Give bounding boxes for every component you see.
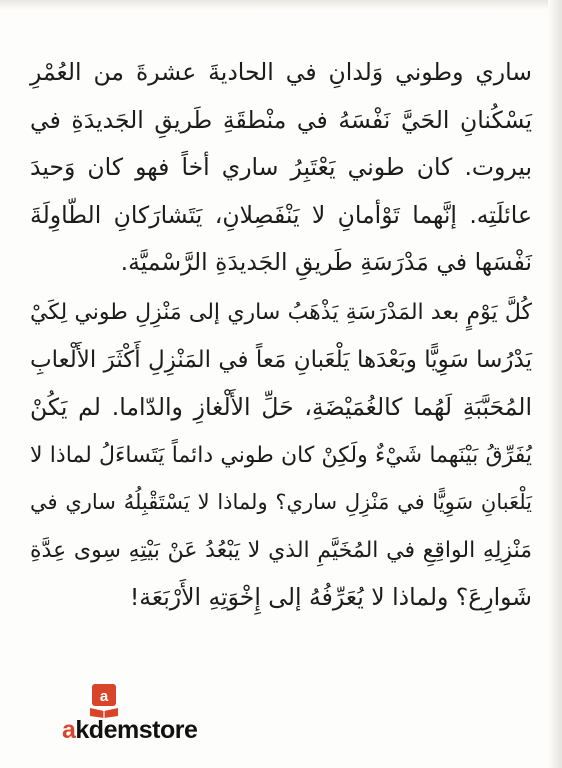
book-icon xyxy=(89,684,119,718)
paragraph-2 xyxy=(30,289,532,622)
paragraph-1 xyxy=(30,49,532,287)
brand-rest: kdemstore xyxy=(75,716,198,744)
text-line: يُفَرِّقُ بَيْنَهما شَيْءٌ ولَكِنْ كان طوني دائماً يَتَساءَلُ لماذا لا xyxy=(30,442,532,468)
text-line: شَوارِعَ؟ ولماذا لا يُعَرِّفُهُ إلى إِخْوَتِهِ الأَرْبَعَة! xyxy=(129,583,532,611)
page-top-shadow xyxy=(0,0,562,10)
text-line: كُلَّ يَوْمٍ بعد المَدْرَسَةِ يَذْهَبُ ساري إلى مَنْزِلِ طوني لِكَيْ xyxy=(30,300,532,325)
text-line: المُحَبَّبَةِ لَهُما كالغُمَيْضَةِ، حَلِّ الأَلْغازِ والدّاما. لم يَكُنْ xyxy=(30,393,532,421)
text-line: يَدْرُسا سَوِيًّا وبَعْدَها يَلْعَبانِ مَعاً في المَنْزِلِ أَكْثَرَ الأَلْعابِ xyxy=(30,346,532,373)
text-line: ساري وطوني وَلدانِ في الحاديةَ عشرةَ من العُمْرِ xyxy=(30,58,532,86)
store-logo xyxy=(62,684,262,754)
text-line: مَنْزِلِهِ الواقِعِ في المُخَيَّمِ الذي لا يَبْعُدُ عَنْ بَيْتِهِ سِوى عِدَّةِ xyxy=(30,537,532,563)
text-line: يَسْكُنانِ الحَيَّ نَفْسَهُ في منْطقَةِ طَريقِ الجَديدَةِ في xyxy=(30,105,532,134)
text-line: يَلْعَبانِ سَوِيًّا في مَنْزِلِ ساري؟ ولماذا لا يَسْتَقْبِلُهُ ساري في xyxy=(30,490,532,514)
page-binding-shadow xyxy=(548,0,562,768)
text-line: بيروت. كان طوني يَعْتَبِرُ ساري أخاً فهو كان وَحيدَ xyxy=(30,153,532,181)
text-line: نَفْسَها في مَدْرَسَةِ طَريقِ الجَديدَةِ الرَّسْميَّة. xyxy=(120,248,532,276)
svg-text:a: a xyxy=(99,688,109,705)
brand-accent: a xyxy=(62,716,76,744)
text-line: عائلَتِه. إنَّهما تَوْأمانِ لا يَنْفَصِلانِ، يَتَشارَكانِ الطّاوِلَةَ xyxy=(30,200,532,229)
brand-name xyxy=(62,716,197,745)
